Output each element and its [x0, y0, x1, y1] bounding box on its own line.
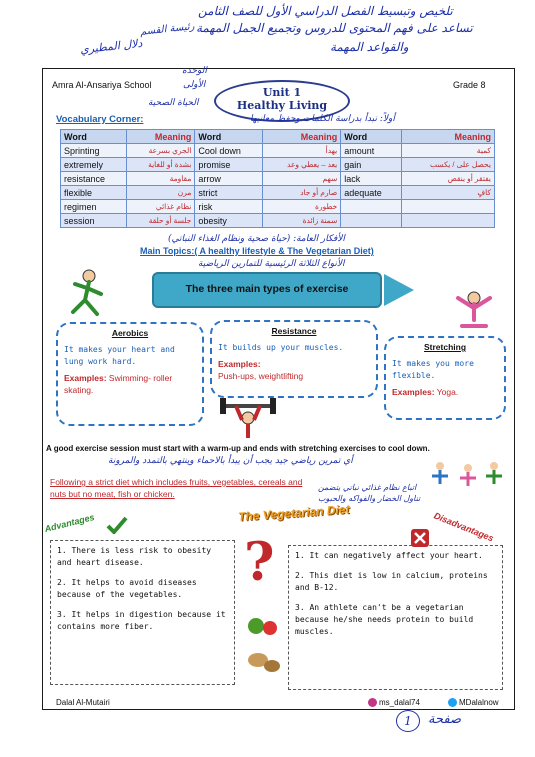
exercise-type-title: Resistance: [271, 326, 317, 336]
examples-label: Examples:: [218, 359, 261, 369]
examples-value: Swimming- roller skating.: [64, 373, 173, 395]
checkmark-icon: [106, 516, 128, 534]
handwritten-note-head-1: رئيسة القسم: [139, 21, 195, 38]
handwritten-unit-note-1: الوحدة: [182, 66, 207, 76]
vocab-word: strict: [195, 186, 263, 200]
vocab-header-word: Word: [61, 130, 127, 144]
main-topics-heading: Main Topics:( A healthy lifestyle & The Vegetarian Diet): [140, 246, 374, 256]
vocab-meaning: صارم أو جاد: [263, 186, 341, 200]
vocab-meaning: يهدأ: [263, 144, 341, 158]
vocab-meaning: بشدة أو للغاية: [126, 158, 195, 172]
exercise-types-banner-text: The three main types of exercise: [185, 283, 349, 295]
vocab-row: [61, 200, 495, 214]
unit-title: Healthy Living: [236, 99, 328, 112]
twitter-icon: [448, 698, 457, 707]
vocab-word: Cool down: [195, 144, 263, 158]
vocab-meaning: خطورة: [263, 200, 341, 214]
grade-label: Grade 8: [453, 80, 486, 90]
exercise-type-stretching: [384, 336, 506, 420]
vocab-word: gain: [341, 158, 402, 172]
vocab-row: [61, 214, 495, 228]
vocab-word: Sprinting: [61, 144, 127, 158]
group-exercise-illustration: [428, 458, 508, 498]
twitter-handle: [448, 698, 499, 707]
vocab-header-meaning: Meaning: [126, 130, 195, 144]
disadvantages-box: [288, 545, 503, 690]
vocab-header-word: Word: [195, 130, 263, 144]
vocab-meaning: سهم: [263, 172, 341, 186]
vocabulary-header-row: [61, 130, 495, 144]
instagram-icon: [368, 698, 377, 707]
exercise-types-banner: [152, 272, 382, 308]
school-name: Amra Al-Ansariya School: [52, 80, 152, 90]
vocab-header-meaning: Meaning: [263, 130, 341, 144]
vocab-word: risk: [195, 200, 263, 214]
exercise-type-description: It builds up your muscles.: [218, 343, 344, 352]
vocab-word: session: [61, 214, 127, 228]
exercise-type-resistance: [210, 320, 378, 398]
vocab-header-word: Word: [341, 130, 402, 144]
vocab-word: [341, 214, 402, 228]
handwritten-warmup-note: أي تمرين رياضي جيد يجب أن يبدأ بالاحماء وينتهي بالتمدد والمرونة: [108, 456, 353, 466]
strict-diet-sentence: Following a strict diet which includes fruits, vegetables, cereals and nuts but no meat, fish or chicken.: [50, 477, 303, 499]
vocab-word: regimen: [61, 200, 127, 214]
exercise-type-examples: [392, 386, 498, 398]
exercise-type-title: Stretching: [423, 342, 467, 352]
disadvantage-item: 1. It can negatively affect your heart.: [295, 551, 483, 560]
vocab-meaning: [402, 200, 495, 214]
vocab-meaning: يعد – يعطي وعد: [263, 158, 341, 172]
warmup-sentence: A good exercise session must start with a warm-up and ends with stretching exercises to cool down.: [46, 444, 430, 453]
vocab-row: [61, 158, 495, 172]
advantage-item: 3. It helps in digestion because it contains more fiber.: [57, 610, 226, 631]
examples-label: Examples:: [64, 373, 107, 383]
advantage-item: 1. There is less risk to obesity and heart disease.: [57, 546, 212, 567]
handwritten-note-top-2: تساعد على فهم المحتوى للدروس وتجميع الجمل المهمة: [196, 21, 473, 35]
examples-value: Yoga.: [436, 387, 459, 397]
vocab-row: [61, 186, 495, 200]
vocab-header-meaning: Meaning: [402, 130, 495, 144]
banner-arrow-tip: [384, 274, 414, 306]
vocab-meaning: سمنة زائدة: [263, 214, 341, 228]
vocab-meaning: [402, 214, 495, 228]
examples-label: Examples:: [392, 387, 435, 397]
exercise-type-description: It makes your heart and lung work hard.: [64, 345, 175, 366]
handwritten-strict-note: اتباع نظام غذائي نباتي يتضمن تناول الخضار والفواكه والحبوب: [318, 483, 421, 503]
vocabulary-title: Vocabulary Corner:: [56, 114, 144, 125]
disadvantage-item: 3. An athlete can't be a vegetarian because he/she needs protein to build muscles.: [295, 603, 474, 636]
instagram-handle: [368, 698, 420, 707]
examples-value: Push-ups, weightlifting: [218, 371, 304, 381]
handwritten-types-note: الأنواع الثلاثة الرئيسية للتمارين الرياضية: [198, 259, 345, 269]
handwritten-note-top-1: تلخيص وتبسيط الفصل الدراسي الأول للصف الثامن: [198, 4, 453, 18]
instagram-handle-text: ms_dalal74: [379, 698, 420, 707]
vocab-word: resistance: [61, 172, 127, 186]
exercise-type-aerobics: [56, 322, 204, 426]
unit-number: Unit 1: [262, 86, 302, 99]
exercise-type-title: Aerobics: [111, 328, 149, 338]
vocab-meaning: يفتقر أو ينقص: [402, 172, 495, 186]
handwritten-note-top-3: والقواعد المهمة: [330, 40, 409, 54]
vocab-word: [341, 200, 402, 214]
vocab-meaning: مقاومة: [126, 172, 195, 186]
exercise-type-examples: [218, 358, 370, 382]
vocab-word: extremely: [61, 158, 127, 172]
vegetables-illustration: [244, 616, 284, 678]
vocab-word: arrow: [195, 172, 263, 186]
vocab-word: amount: [341, 144, 402, 158]
yoga-illustration: [444, 288, 504, 338]
vocab-meaning: يحصل على / يكسب: [402, 158, 495, 172]
vocab-meaning: جلسة أو حلقة: [126, 214, 195, 228]
vocab-word: flexible: [61, 186, 127, 200]
handwritten-unit-note-3: الحياة الصحية: [148, 98, 199, 108]
advantages-box: [50, 540, 235, 685]
question-mark-icon: ?: [244, 532, 275, 593]
weightlifter-illustration: [218, 398, 278, 442]
advantages-label: Advantages: [43, 511, 96, 535]
vocab-meaning: مرن: [126, 186, 195, 200]
runner-illustration: [55, 268, 117, 324]
vegetarian-diet-title: The Vegetarian Diet: [237, 502, 350, 524]
vocab-meaning: نظام غذائي: [126, 200, 195, 214]
advantage-item: 2. It helps to avoid diseases because of the vegetables.: [57, 578, 197, 599]
vocab-word: lack: [341, 172, 402, 186]
vocab-meaning: كمية: [402, 144, 495, 158]
vocab-meaning: كافٍ: [402, 186, 495, 200]
disadvantages-label: Disadvantages: [432, 510, 496, 544]
disadvantage-item: 2. This diet is low in calcium, proteins and B-12.: [295, 571, 488, 592]
author-name: Dalal Al-Mutairi: [56, 698, 110, 707]
handwritten-unit-note-2: الأولى: [183, 80, 206, 90]
handwritten-note-head-2: دلال المطيري: [79, 36, 143, 57]
handwritten-vocab-note: أولاً: نبدأ بدراسة الكلمات وحفظ معانيها: [250, 114, 395, 124]
vocab-row: [61, 172, 495, 186]
handwritten-page-number: 1: [396, 710, 420, 732]
handwritten-topics-note: الأفكار العامة: (حياة صحية ونظام الغذاء النباتي): [168, 234, 345, 244]
twitter-handle-text: MDalalnow: [459, 698, 499, 707]
vocab-word: obesity: [195, 214, 263, 228]
vocab-word: adequate: [341, 186, 402, 200]
exercise-type-examples: [64, 372, 196, 396]
exercise-type-description: It makes you more flexible.: [392, 359, 474, 380]
vocab-word: promise: [195, 158, 263, 172]
vocabulary-table: [60, 129, 495, 228]
vocab-meaning: الجري بسرعة: [126, 144, 195, 158]
handwritten-page-number-label: صفحة: [428, 712, 461, 727]
vocab-row: [61, 144, 495, 158]
